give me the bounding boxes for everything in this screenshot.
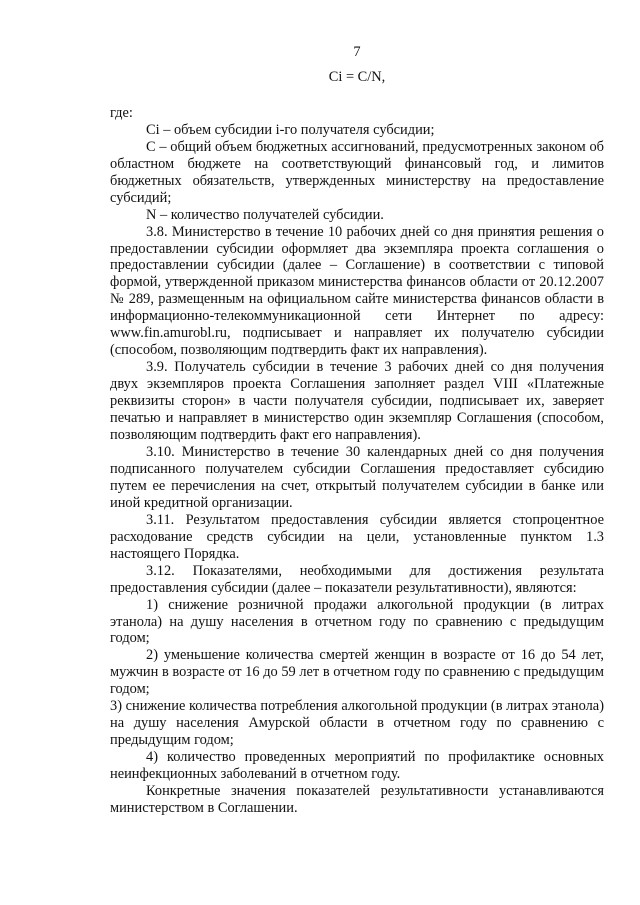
indicator-4: 4) количество проведенных мероприятий по профилактике основных неинфекционных заболеваний в отчетном году.	[110, 749, 604, 783]
paragraph-3-11: 3.11. Результатом предоставления субсидии является стопроцентное расходование средств субсидии на цели, установленные пунктом 1.3 настоящего Порядка.	[110, 511, 604, 562]
indicator-1: 1) снижение розничной продажи алкогольной продукции (в литрах этанола) на душу населения в отчетном году по сравнению с предыдущим годом;	[110, 596, 604, 647]
page-number: 7	[353, 44, 361, 60]
document-page	[110, 44, 604, 817]
definition-ci: Ci – объем субсидии i-го получателя субсидии;	[146, 121, 435, 138]
indicator-2: 2) уменьшение количества смертей женщин в возрасте от 16 до 54 лет, мужчин в возрасте от 16 до 59 лет в отчетном году по сравнению с предыдущим годом;	[110, 647, 604, 698]
subsidy-formula: Ci = C/N,	[328, 68, 386, 85]
closing-paragraph: Конкретные значения показателей результативности устанавливаются министерством в Соглашении.	[110, 783, 604, 816]
paragraph-3-8: 3.8. Министерство в течение 10 рабочих дней со дня принятия решения о предоставлении субсидии оформляет два экземпляра проекта соглашения о предоставлении субсидии (далее – Соглашение) в соответствии с типовой формой, утвержденной приказом министерства финансов области от 20.12.2007 № 289, размещенным на официальном сайте министерства финансов области в информационно-телекоммуникационной сети Интернет по адресу: www.fin.amurobl.ru, подписывает и направляет их получателю субсидии (способом, позволяющим подтвердить факт их направления).	[110, 223, 604, 359]
paragraph-3-12: 3.12. Показателями, необходимыми для достижения результата предоставления субсидии (далее – показатели результативности), являются:	[110, 562, 604, 596]
definition-c: С – общий объем бюджетных ассигнований, предусмотренных законом об областном бюджете на соответствующий финансовый год, и лимитов бюджетных обязательств, утвержденных министерству на предоставление субсидий;	[110, 138, 604, 206]
where-label: где:	[110, 104, 133, 121]
paragraph-3-10: 3.10. Министерство в течение 30 календарных дней со дня получения подписанного получателем субсидии Соглашения предоставляет субсидию путем ее перечисления на счет, открытый получателем субсидии в банке или иной кредитной организации.	[110, 443, 604, 511]
indicator-3: 3) снижение количества потребления алкогольной продукции (в литрах этанола) на душу населения Амурской области в отчетном году по сравнению с предыдущим годом;	[110, 698, 604, 749]
definition-n: N – количество получателей субсидии.	[146, 206, 384, 223]
paragraph-3-9: 3.9. Получатель субсидии в течение 3 рабочих дней со дня получения двух экземпляров проекта Соглашения заполняет раздел VIII «Платежные реквизиты сторон» в части получателя субсидии, подписывает их, заверяет печатью и направляет в министерство один экземпляр Соглашения (способом, позволяющим подтвердить факт его направления).	[110, 359, 604, 444]
